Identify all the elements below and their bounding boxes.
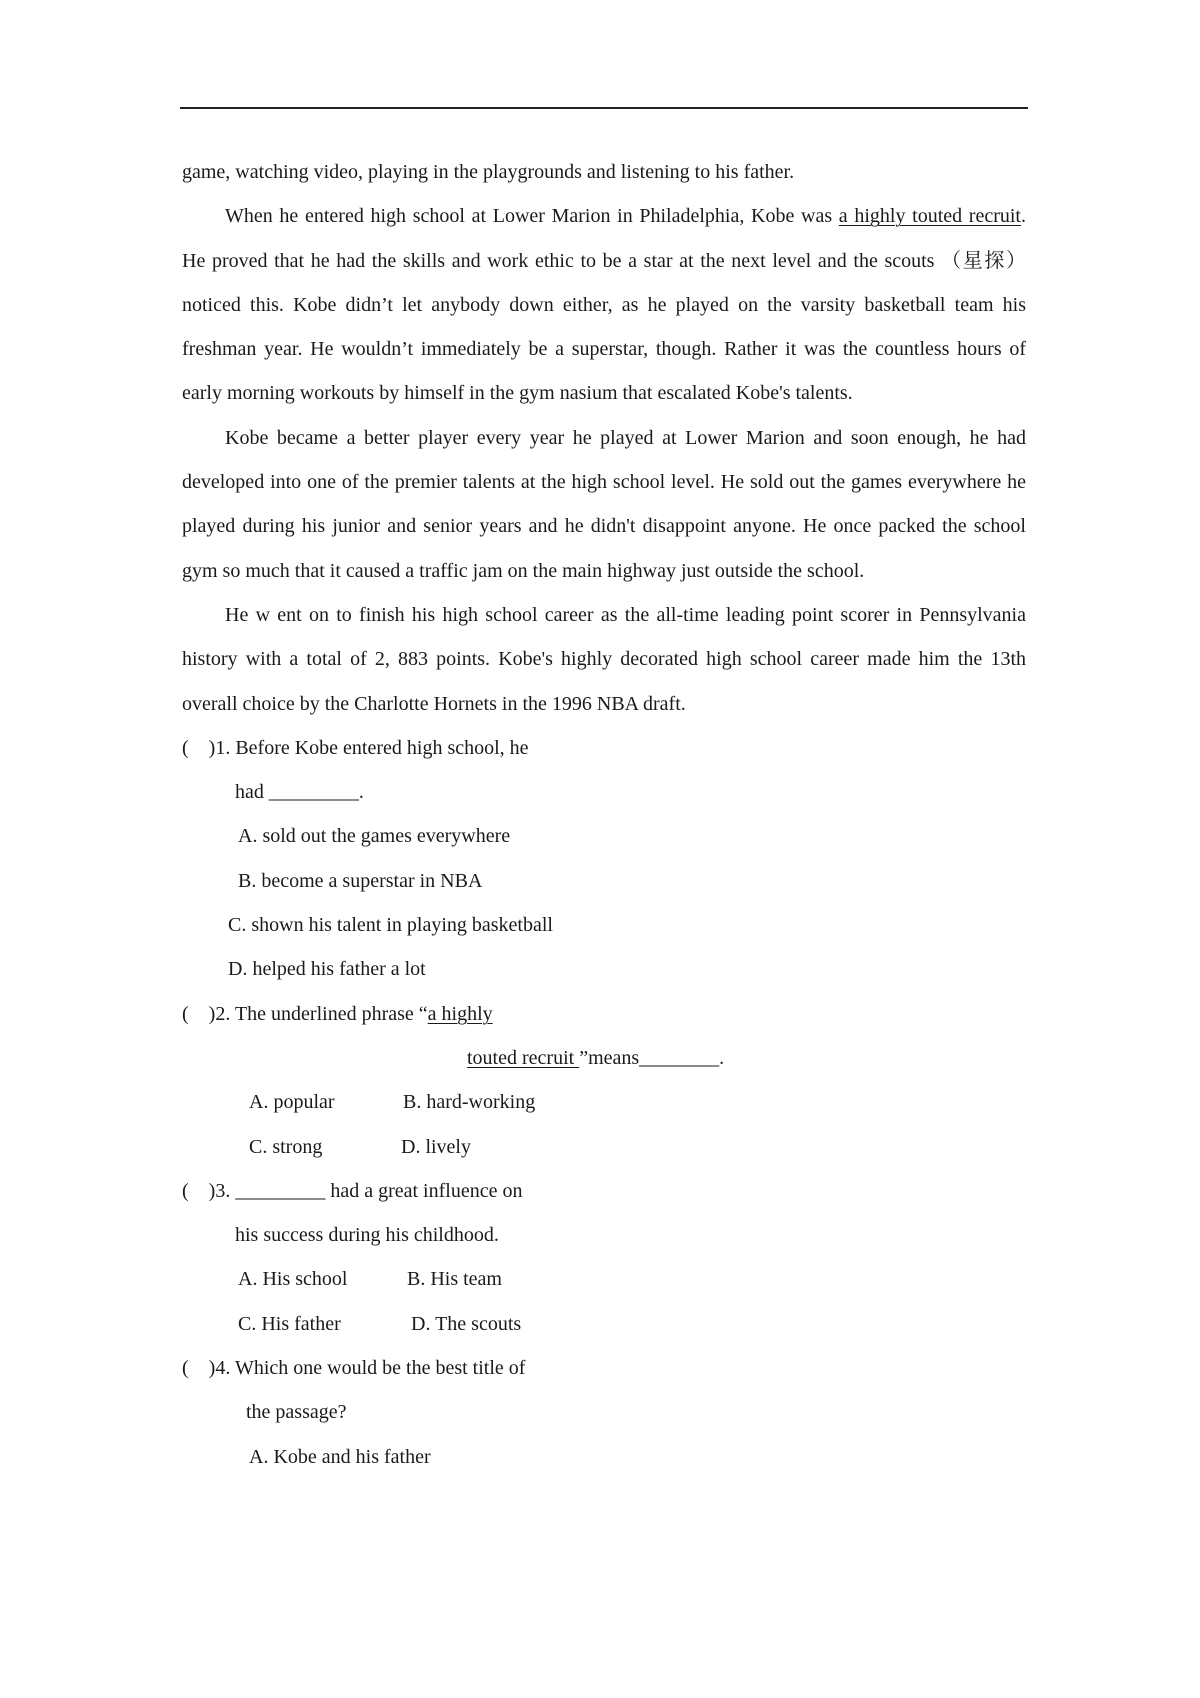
question-2-option-b: B. hard-working [403,1091,536,1114]
question-3-stem-cont: his success during his childhood. [235,1224,499,1247]
paragraph-1-text-before: When he entered high school at Lower Marion in Philadelphia, Kobe was [225,205,839,228]
question-4 [182,1346,1026,1479]
question-1-option-a: A. sold out the games everywhere [238,825,511,848]
question-2-options-row-2 [182,1125,1026,1169]
question-2-underlined-phrase-cont: touted recruit [467,1046,580,1069]
question-3 [182,1169,1026,1346]
question-2-option-c: C. strong [249,1135,323,1158]
passage-paragraph-3: He w ent on to finish his high school career as the all-time leading point scorer in Pennsylvania history with a total of 2, 883 points. Kobe's highly decorated high school career made him the 13th overall choice by the Charlotte Hornets in the 1996 NBA draft. [182,603,1026,715]
question-1-stem: ( )1. Before Kobe entered high school, he [182,736,529,759]
question-2-stem-prefix: ( )2. The underlined phrase “ [182,1002,428,1025]
question-2-option-d: D. lively [401,1135,471,1158]
question-3-option-c: C. His father [238,1312,341,1335]
question-1-option-c: C. shown his talent in playing basketball [228,914,553,937]
question-2-stem [182,992,1026,1036]
header-rule [180,107,1028,109]
passage-paragraph-2: Kobe became a better player every year he played at Lower Marion and soon enough, he had developed into one of the premier talents at the high school level. He sold out the games everywhere he played during his junior and senior years and he didn't disappoint anyone. He once packed the school gym so much that it caused a traffic jam on the main highway just outside the school. [182,426,1026,582]
question-2 [182,992,1026,1169]
question-4-stem-cont: the passage? [246,1401,347,1424]
question-2-stem-suffix: ”means________. [579,1046,725,1069]
question-1-option-b: B. become a superstar in NBA [238,869,483,892]
question-1 [182,726,1026,992]
question-3-option-d: D. The scouts [411,1312,522,1335]
question-3-options-row-1 [182,1257,1026,1301]
question-4-option-a: A. Kobe and his father [249,1445,431,1468]
question-2-options-row-1 [182,1080,1026,1124]
question-3-stem: ( )3. _________ had a great influence on [182,1179,523,1202]
question-2-option-a: A. popular [249,1091,335,1114]
question-2-underlined-phrase: a highly [427,1002,493,1025]
passage-paragraph-1 [182,194,1026,415]
question-1-stem-cont: had _________. [235,781,364,804]
underlined-phrase: a highly touted recruit [838,205,1021,228]
question-3-option-b: B. His team [407,1268,502,1291]
question-1-option-d: D. helped his father a lot [228,958,426,981]
question-2-stem-cont [182,1036,1026,1080]
document-body [182,150,1026,1479]
question-4-stem: ( )4. Which one would be the best title of [182,1357,526,1380]
passage-paragraph-0: game, watching video, playing in the playgrounds and listening to his father. [182,161,795,183]
question-3-option-a: A. His school [238,1268,348,1291]
paragraph-1-text-after: . He proved that he had the skills and work ethic to be a star at the next level and the scouts （星探）noticed this. Kobe didn’t let anybody down either, as he played on the varsity basketball team his freshman year. He wouldn’t immediately be a superstar, though. Rather it was the countless hours of early morning workouts by himself in the gym nasium that escalated Kobe's talents. [182,205,1026,405]
question-3-options-row-2 [182,1302,1026,1346]
